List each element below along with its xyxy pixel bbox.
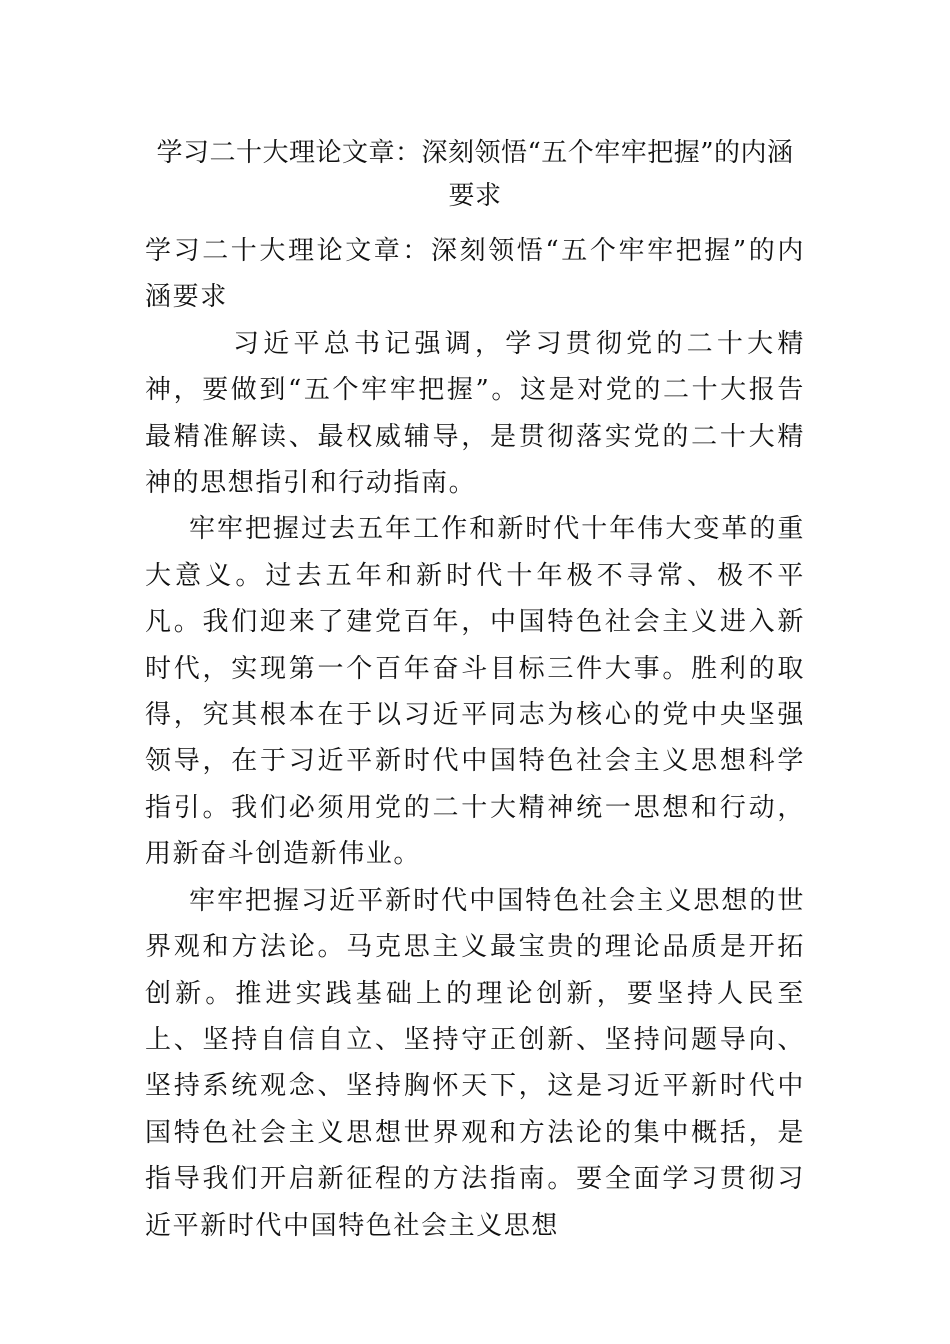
paragraph-3: 牢牢把握习近平新时代中国特色社会主义思想的世界观和方法论。马克思主义最宝贵的理论品质是开拓创新。推进实践基础上的理论创新，要坚持人民至上、坚持自信自立、坚持守正创新、坚持问题导向、坚持系统观念、坚持胸怀天下，这是习近平新时代中国特色社会主义思想世界观和方法论的集中概括，是指导我们开启新征程的方法指南。要全面学习贯彻习近平新时代中国特色社会主义思想 (145, 885, 805, 1241)
document-title: 学习二十大理论文章：深刻领悟“五个牢牢把握”的内涵要求 (156, 138, 794, 211)
paragraph-1: 习近平总书记强调，学习贯彻党的二十大精神，要做到“五个牢牢把握”。这是对党的二十大报告最精准解读、最权威辅导，是贯彻落实党的二十大精神的思想指引和行动指南。 (145, 328, 805, 499)
document-body (145, 228, 805, 1249)
paragraph-2: 牢牢把握过去五年工作和新时代十年伟大变革的重大意义。过去五年和新时代十年极不寻常、极不平凡。我们迎来了建党百年，中国特色社会主义进入新时代，实现第一个百年奋斗目标三件大事。胜利的取得，究其根本在于以习近平同志为核心的党中央坚强领导，在于习近平新时代中国特色社会主义思想科学指引。我们必须用党的二十大精神统一思想和行动，用新奋斗创造新伟业。 (145, 514, 805, 870)
document-subtitle: 学习二十大理论文章：深刻领悟“五个牢牢把握”的内涵要求 (145, 236, 805, 313)
